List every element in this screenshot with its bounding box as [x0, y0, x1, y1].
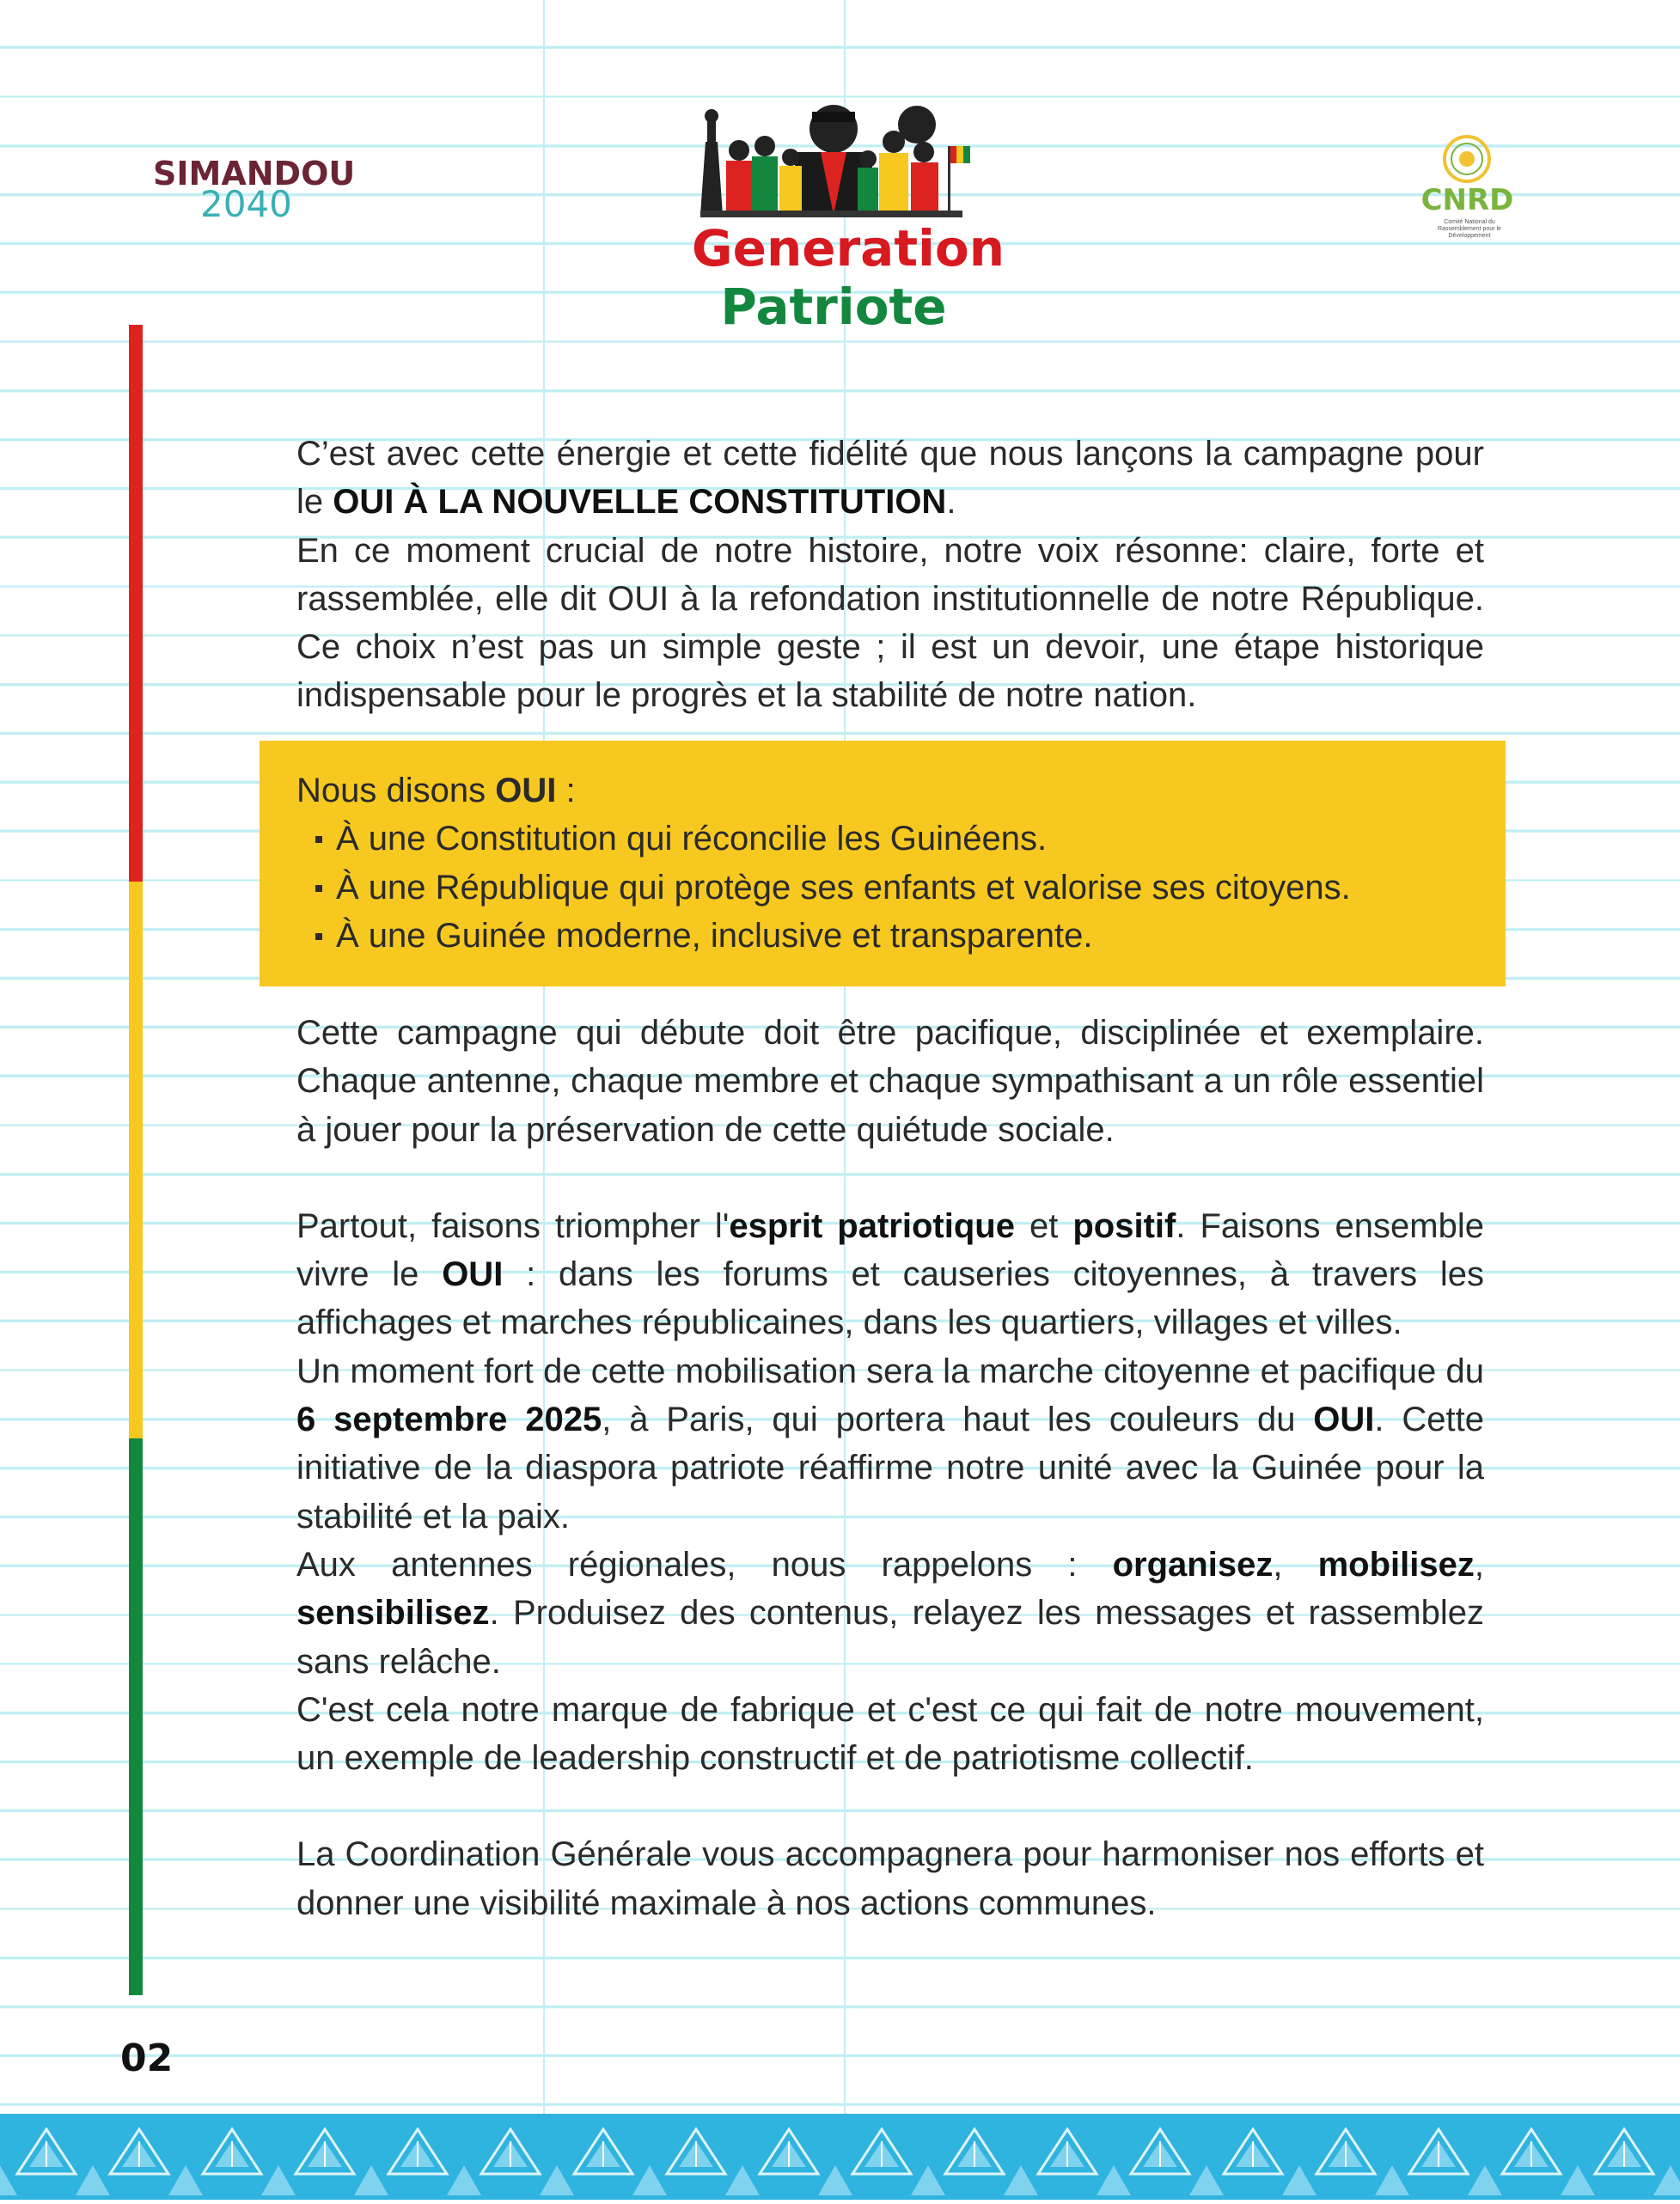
decorative-pattern	[0, 2114, 1680, 2200]
paragraph-coordination: La Coordination Générale vous accompagnera pour harmoniser nos efforts et donner une visibilité maximale à nos actions communes.	[296, 1835, 1484, 1922]
logo-title-generation: Generation	[692, 219, 1005, 278]
paragraph-trademark: C'est cela notre marque de fabrique et c'est ce qui fait de notre mouvement, un exemple de leadership constructif et de patriotisme collectif.	[296, 1690, 1484, 1778]
paragraph-antennas	[296, 1541, 1484, 1686]
list-item	[296, 864, 1482, 912]
text-span: :	[556, 772, 576, 809]
paragraph-campaign	[296, 430, 1484, 527]
bold-oui: OUI	[1313, 1401, 1375, 1439]
text-span: ,	[1273, 1545, 1318, 1584]
highlight-list	[296, 815, 1482, 960]
campaign-section	[296, 1009, 1484, 1927]
list-item-text: À une Guinée moderne, inclusive et transparente.	[336, 916, 1093, 955]
bold-positif: positif	[1072, 1206, 1176, 1245]
paragraph-pacific: Cette campagne qui débute doit être pacifique, disciplinée et exemplaire. Chaque antenne, chaque membre et chaque sympathisant a un rôle essentiel à jouer pour la préservation de cette quiétude sociale.	[296, 1014, 1484, 1149]
simandou-2040-logo	[153, 156, 359, 225]
text-span: . Produisez des contenus, relayez les messages et rassemblez sans relâche.	[296, 1594, 1484, 1681]
text-span: , à Paris, qui portera haut les couleurs du	[602, 1401, 1314, 1439]
bold-esprit: esprit patriotique	[729, 1206, 1015, 1245]
emblem-icon	[1418, 133, 1517, 185]
bullet-icon	[315, 885, 322, 892]
intro-section	[296, 430, 1484, 720]
bold-oui: OUI	[495, 772, 557, 809]
people-silhouette-icon	[692, 90, 975, 228]
bold-mobilisez: mobilisez	[1317, 1545, 1475, 1584]
flag-bar-red	[129, 325, 143, 882]
list-item-text: À une Constitution qui réconcilie les Guinéens.	[336, 820, 1048, 858]
generation-patriote-logo	[692, 90, 1005, 339]
cnrd-subtitle: Comité National du Rassemblement pour le Développement	[1438, 219, 1501, 239]
text-span: C’est avec cette énergie et cette fidélité que nous lançons la campagne pour le	[296, 435, 1484, 522]
highlight-heading	[296, 766, 1482, 815]
bold-organisez: organisez	[1112, 1545, 1274, 1584]
text-span: : dans les forums et causeries citoyennes, à travers les affichages et marches républicaines, dans les quartiers, villages et villes.	[296, 1255, 1485, 1342]
flag-bar-green	[129, 1438, 143, 1995]
bold-constitution: OUI À LA NOUVELLE CONSTITUTION	[333, 483, 947, 522]
paragraph-march	[296, 1347, 1484, 1541]
cnrd-logo	[1418, 133, 1517, 239]
page-number: 02	[120, 2036, 174, 2080]
bold-sensibilisez: sensibilisez	[296, 1594, 490, 1633]
simandou-logo-line2: 2040	[200, 183, 292, 225]
spacer	[296, 1782, 1484, 1830]
simandou-logo-line1: SIMANDOU	[153, 155, 356, 192]
list-item	[296, 815, 1482, 863]
list-item	[296, 912, 1482, 960]
list-item-text: À une République qui protège ses enfants et valorise ses citoyens.	[336, 868, 1351, 907]
text-span: Aux antennes régionales, nous rappelons :	[296, 1545, 1113, 1584]
bold-date: 6 septembre 2025	[296, 1401, 602, 1439]
bullet-icon	[315, 836, 322, 843]
text-span: . Cette initiative de la diaspora patriote réaffirme notre unité avec la Guinée pour la stabilité et la paix.	[296, 1401, 1484, 1535]
diamond-pattern-icon	[0, 2114, 1680, 2200]
highlight-box	[260, 741, 1506, 986]
text-span: et	[1014, 1206, 1073, 1245]
text-span: .	[946, 483, 956, 522]
text-span: ,	[1474, 1545, 1484, 1584]
text-span: . Faisons ensemble vivre le	[296, 1206, 1484, 1294]
text-span: Un moment fort de cette mobilisation sera la marche citoyenne et pacifique du	[296, 1352, 1484, 1390]
flag-bar-yellow	[129, 882, 143, 1438]
bullet-icon	[315, 933, 322, 940]
text-span: Partout, faisons triompher l'	[296, 1206, 730, 1245]
bold-oui: OUI	[442, 1255, 504, 1294]
cnrd-label: CNRD	[1420, 183, 1514, 217]
paragraph-everywhere	[296, 1202, 1484, 1347]
text-span: Nous disons	[296, 772, 496, 809]
spacer	[296, 1154, 1484, 1202]
logo-title-patriote: Patriote	[720, 278, 947, 336]
paragraph-crucial-moment: En ce moment crucial de notre histoire, notre voix résonne: claire, forte et rassemblée, elle dit OUI à la refondation institutionnelle de notre République. Ce choix n’est pas un simple geste ; il est un devoir, une étape historique indispensable pour le progrès et la stabilité de notre nation.	[296, 531, 1484, 715]
